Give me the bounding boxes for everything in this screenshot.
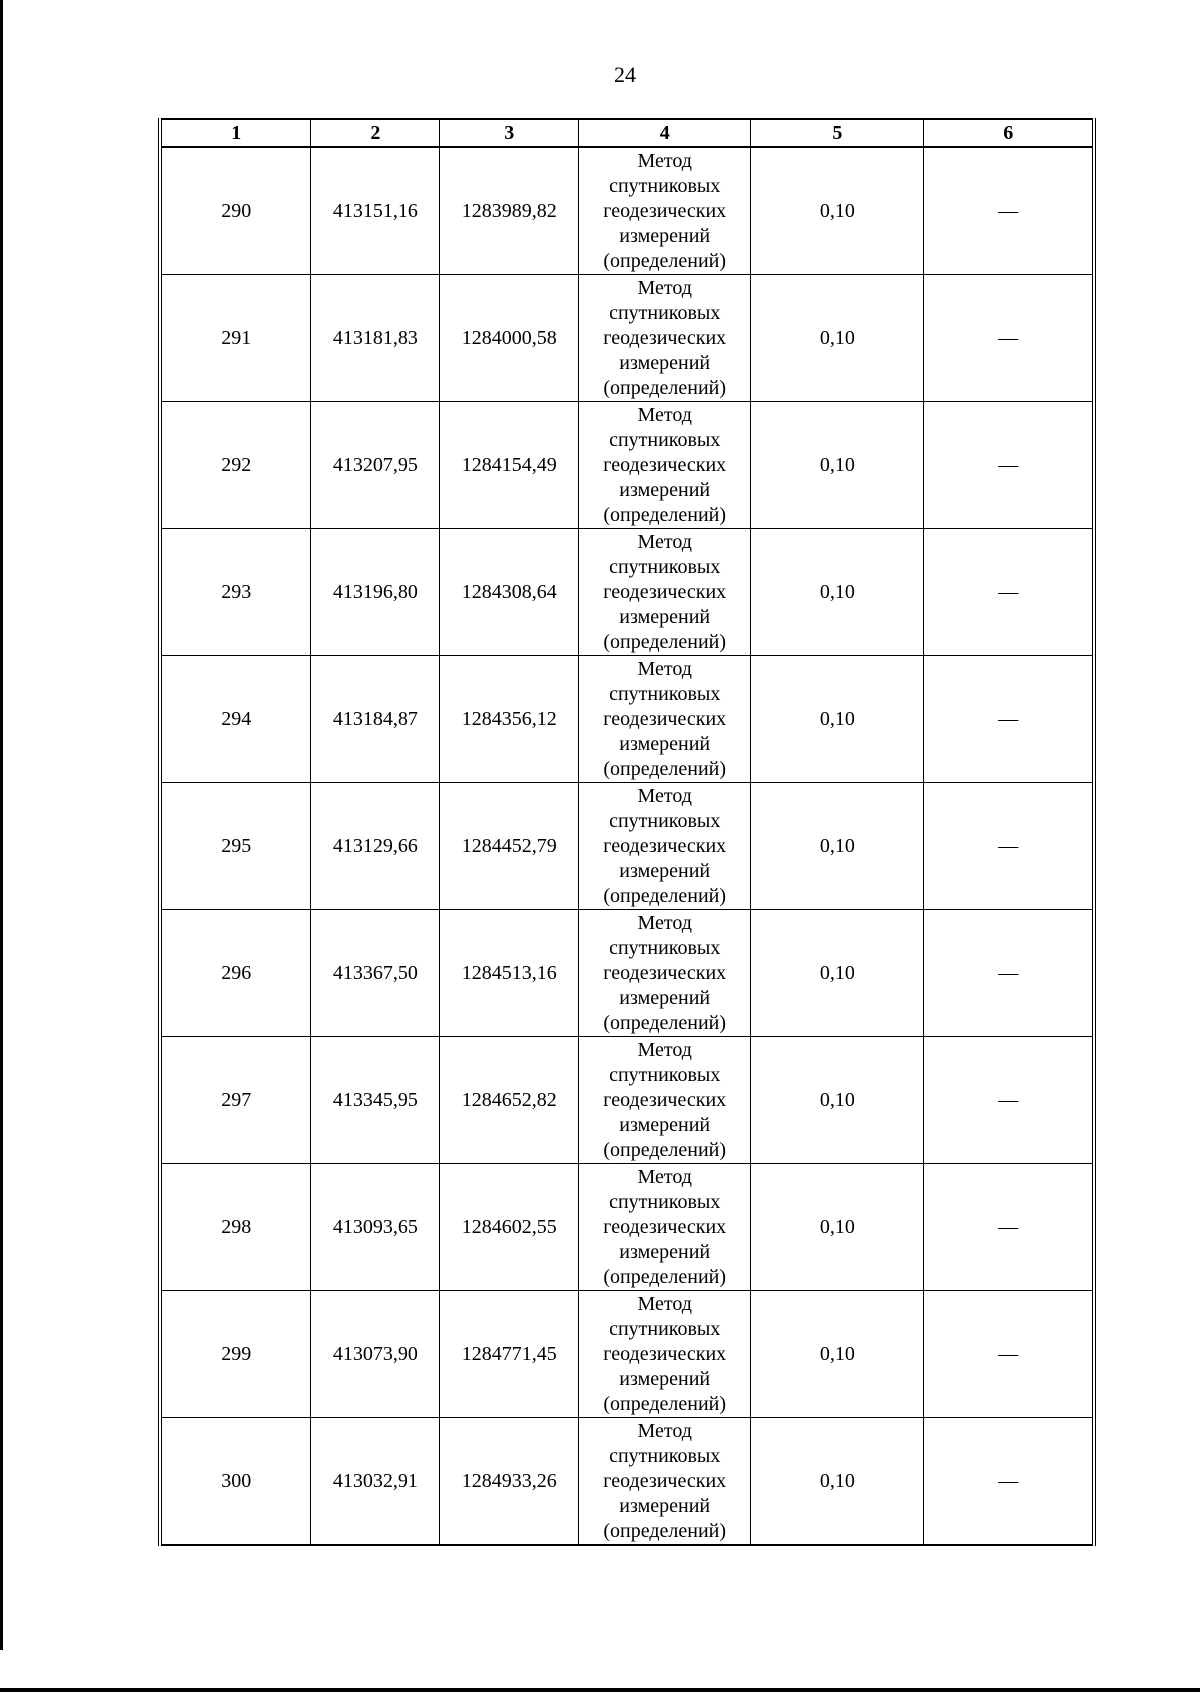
method-line: геодезических [603, 1215, 727, 1238]
bottom-border-rule [0, 1688, 1200, 1692]
method-line: спутниковых [609, 301, 721, 324]
point-number-cell: 291 [160, 275, 311, 402]
method-cell [579, 529, 751, 656]
note-cell: — [924, 783, 1094, 910]
method-line: измерений [619, 224, 711, 247]
point-number-cell: 298 [160, 1164, 311, 1291]
method-line: геодезических [603, 1469, 727, 1492]
method-line: геодезических [603, 580, 727, 603]
method-line: (определений) [603, 376, 727, 399]
accuracy-cell: 0,10 [751, 529, 924, 656]
method-line: (определений) [603, 1392, 727, 1415]
method-line: геодезических [603, 834, 727, 857]
method-line: измерений [619, 1367, 711, 1390]
method-line: спутниковых [609, 1190, 721, 1213]
accuracy-cell: 0,10 [751, 1291, 924, 1418]
x-coordinate-cell: 413181,83 [311, 275, 440, 402]
method-line: геодезических [603, 453, 727, 476]
method-line: измерений [619, 1113, 711, 1136]
table-row [160, 529, 1094, 656]
method-line: спутниковых [609, 936, 721, 959]
x-coordinate-cell: 413367,50 [311, 910, 440, 1037]
method-cell [579, 1164, 751, 1291]
method-line: измерений [619, 986, 711, 1009]
note-cell: — [924, 1291, 1094, 1418]
method-line: (определений) [603, 249, 727, 272]
page-number: 24 [614, 62, 636, 87]
method-line: спутниковых [609, 555, 721, 578]
method-line: Метод [637, 784, 692, 807]
x-coordinate-cell: 413093,65 [311, 1164, 440, 1291]
note-cell: — [924, 656, 1094, 783]
y-coordinate-cell: 1284771,45 [440, 1291, 579, 1418]
y-coordinate-cell: 1284933,26 [440, 1418, 579, 1546]
method-line: Метод [637, 911, 692, 934]
accuracy-cell: 0,10 [751, 1037, 924, 1164]
method-line: (определений) [603, 1265, 727, 1288]
method-line: измерений [619, 351, 711, 374]
point-number-cell: 290 [160, 147, 311, 275]
method-line: Метод [637, 530, 692, 553]
point-number-cell: 295 [160, 783, 311, 910]
accuracy-cell: 0,10 [751, 656, 924, 783]
y-coordinate-cell: 1284452,79 [440, 783, 579, 910]
method-line: Метод [637, 403, 692, 426]
y-coordinate-cell: 1284154,49 [440, 402, 579, 529]
column-header: 6 [924, 119, 1094, 147]
table-row [160, 910, 1094, 1037]
table-row [160, 1037, 1094, 1164]
x-coordinate-cell: 413151,16 [311, 147, 440, 275]
y-coordinate-cell: 1284356,12 [440, 656, 579, 783]
point-number-cell: 296 [160, 910, 311, 1037]
method-line: Метод [637, 276, 692, 299]
method-cell [579, 147, 751, 275]
x-coordinate-cell: 413345,95 [311, 1037, 440, 1164]
table-row [160, 656, 1094, 783]
method-line: Метод [637, 1165, 692, 1188]
accuracy-cell: 0,10 [751, 1418, 924, 1546]
accuracy-cell: 0,10 [751, 1164, 924, 1291]
method-line: (определений) [603, 757, 727, 780]
method-line: (определений) [603, 884, 727, 907]
column-header: 3 [440, 119, 579, 147]
method-line: спутниковых [609, 1317, 721, 1340]
note-cell: — [924, 529, 1094, 656]
table-row [160, 1291, 1094, 1418]
table-body [160, 147, 1094, 1545]
y-coordinate-cell: 1284652,82 [440, 1037, 579, 1164]
point-number-cell: 294 [160, 656, 311, 783]
note-cell: — [924, 1037, 1094, 1164]
method-cell [579, 1291, 751, 1418]
table-row [160, 783, 1094, 910]
method-line: геодезических [603, 326, 727, 349]
point-number-cell: 299 [160, 1291, 311, 1418]
method-line: геодезических [603, 1088, 727, 1111]
method-line: геодезических [603, 1342, 727, 1365]
method-line: измерений [619, 1494, 711, 1517]
method-line: спутниковых [609, 174, 721, 197]
method-line: спутниковых [609, 428, 721, 451]
x-coordinate-cell: 413184,87 [311, 656, 440, 783]
method-line: (определений) [603, 1011, 727, 1034]
table-header-row [160, 119, 1094, 147]
method-line: измерений [619, 859, 711, 882]
note-cell: — [924, 1418, 1094, 1546]
accuracy-cell: 0,10 [751, 910, 924, 1037]
x-coordinate-cell: 413196,80 [311, 529, 440, 656]
y-coordinate-cell: 1284308,64 [440, 529, 579, 656]
y-coordinate-cell: 1284513,16 [440, 910, 579, 1037]
method-line: (определений) [603, 1138, 727, 1161]
method-line: геодезических [603, 961, 727, 984]
method-line: геодезических [603, 199, 727, 222]
method-cell [579, 910, 751, 1037]
y-coordinate-cell: 1284602,55 [440, 1164, 579, 1291]
y-coordinate-cell: 1283989,82 [440, 147, 579, 275]
note-cell: — [924, 402, 1094, 529]
method-line: Метод [637, 1419, 692, 1442]
method-line: измерений [619, 1240, 711, 1263]
point-number-cell: 293 [160, 529, 311, 656]
method-line: геодезических [603, 707, 727, 730]
x-coordinate-cell: 413073,90 [311, 1291, 440, 1418]
x-coordinate-cell: 413207,95 [311, 402, 440, 529]
method-cell [579, 402, 751, 529]
method-line: измерений [619, 478, 711, 501]
coordinates-table [158, 118, 1096, 1546]
accuracy-cell: 0,10 [751, 275, 924, 402]
method-line: спутниковых [609, 682, 721, 705]
method-line: Метод [637, 149, 692, 172]
method-cell [579, 1418, 751, 1546]
table-row [160, 1418, 1094, 1546]
method-line: Метод [637, 1038, 692, 1061]
note-cell: — [924, 910, 1094, 1037]
x-coordinate-cell: 413032,91 [311, 1418, 440, 1546]
table-row [160, 1164, 1094, 1291]
column-header: 4 [579, 119, 751, 147]
point-number-cell: 297 [160, 1037, 311, 1164]
method-line: измерений [619, 732, 711, 755]
note-cell: — [924, 1164, 1094, 1291]
method-line: (определений) [603, 1519, 727, 1542]
accuracy-cell: 0,10 [751, 402, 924, 529]
method-line: (определений) [603, 630, 727, 653]
note-cell: — [924, 147, 1094, 275]
method-line: спутниковых [609, 809, 721, 832]
left-border-rule [0, 0, 3, 1650]
table-row [160, 147, 1094, 275]
method-line: спутниковых [609, 1444, 721, 1467]
table-row [160, 275, 1094, 402]
table-row [160, 402, 1094, 529]
method-line: измерений [619, 605, 711, 628]
method-line: (определений) [603, 503, 727, 526]
column-header: 1 [160, 119, 311, 147]
column-header: 5 [751, 119, 924, 147]
point-number-cell: 300 [160, 1418, 311, 1546]
method-line: Метод [637, 1292, 692, 1315]
method-cell [579, 275, 751, 402]
method-line: спутниковых [609, 1063, 721, 1086]
point-number-cell: 292 [160, 402, 311, 529]
method-cell [579, 656, 751, 783]
method-cell [579, 783, 751, 910]
y-coordinate-cell: 1284000,58 [440, 275, 579, 402]
method-line: Метод [637, 657, 692, 680]
x-coordinate-cell: 413129,66 [311, 783, 440, 910]
accuracy-cell: 0,10 [751, 783, 924, 910]
accuracy-cell: 0,10 [751, 147, 924, 275]
column-header: 2 [311, 119, 440, 147]
note-cell: — [924, 275, 1094, 402]
method-cell [579, 1037, 751, 1164]
